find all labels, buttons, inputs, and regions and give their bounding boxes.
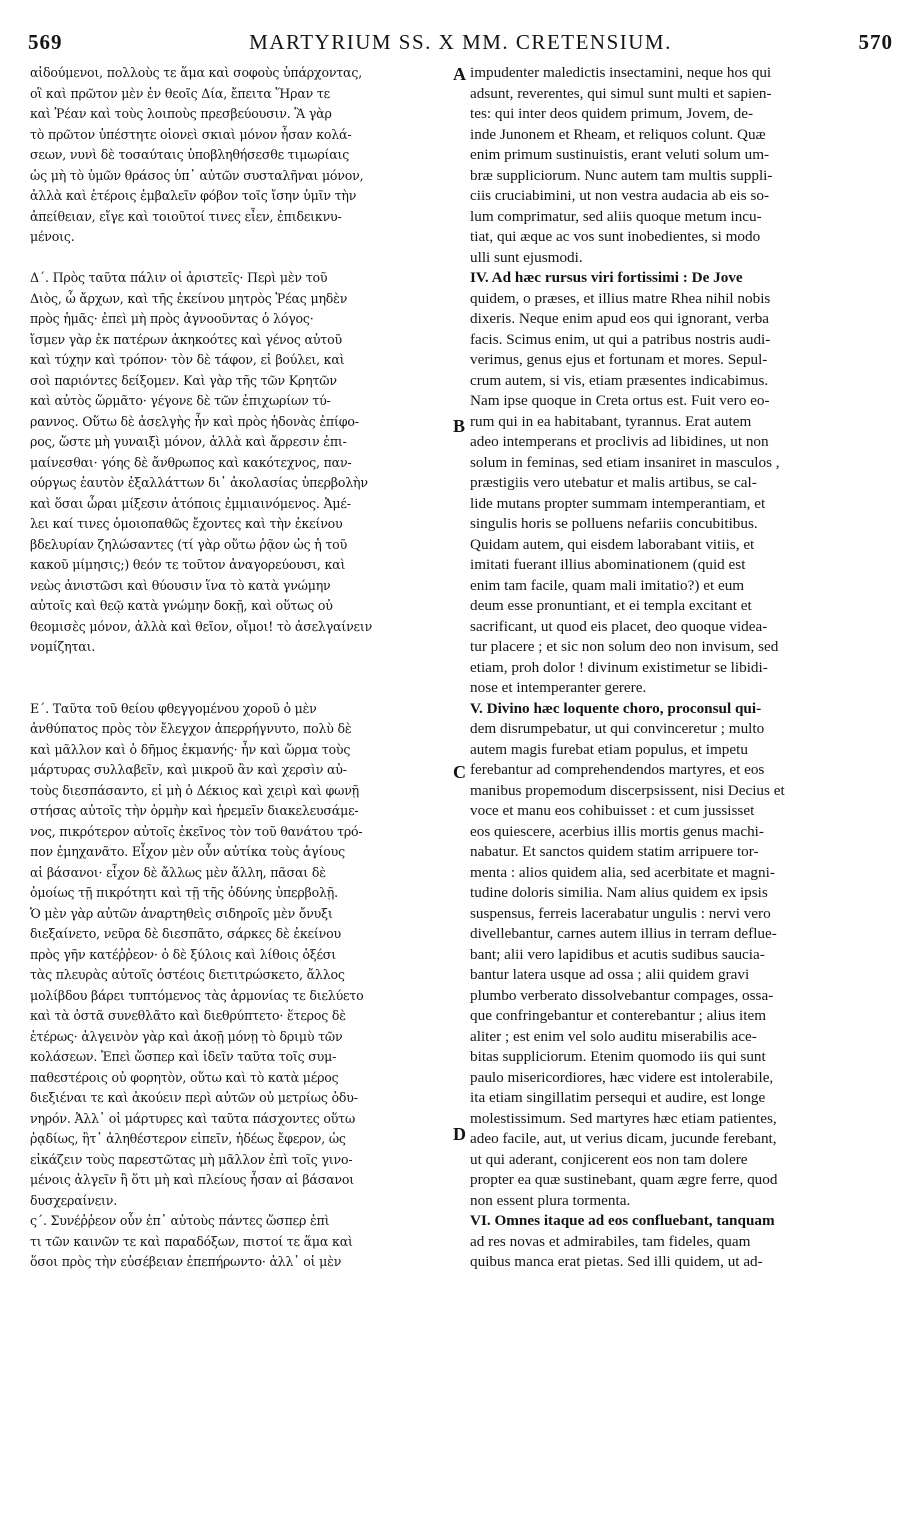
latin-text-line: paulo misericordiores, hæc videre est intolerabile,	[470, 1068, 774, 1086]
latin-text-line: imitati fuerant illius abominationem (quid est	[470, 556, 746, 573]
blank-line	[30, 678, 446, 699]
greek-text-line: ραννος. Οὕτω δὲ ἀσελγὴς ἦν καὶ πρὸς ἡδονὰς ἐπίφο-	[30, 413, 359, 429]
latin-text-line: autem magis furebat etiam populus, et impetu	[470, 740, 748, 758]
latin-text-line: ad res novas et admirabiles, tam fideles, quam	[470, 1232, 751, 1250]
greek-text-line: αἰδούμενοι, πολλοὺς τε ἅμα καὶ σοφοὺς ὑπάρχοντας,	[30, 65, 363, 80]
greek-text-line: τὰς πλευρὰς αὐτοῖς ὀστέοις διετιτρώσκετο, ἄλλος	[30, 967, 345, 982]
latin-text-line: dem disrumpebatur, ut qui convinceretur ; multo	[470, 720, 765, 737]
greek-text-line: στήσας αὐτοῖς τὴν ὁρμὴν καὶ ἠρεμεῖν διακελευσάμε-	[30, 803, 359, 818]
greek-text-line: κολάσεων. Ἐπεὶ ὥσπερ καὶ ἰδεῖν ταῦτα τοῖς συμ-	[30, 1049, 337, 1064]
greek-text-line: διεξαίνετο, νεῦρα δὲ διεσπᾶτο, σάρκες δὲ ἐκείνου	[30, 926, 341, 941]
latin-text-line: Quidam autem, qui eisdem laborabant vitiis, et	[470, 535, 755, 553]
latin-text-line: manibus propemodum discerpsissent, nisi Decius et	[470, 781, 785, 799]
greek-text-line: καὶ Ῥέαν καὶ τοὺς λοιποὺς πρεσβεύουσιν. Ἃ γὰρ	[30, 106, 332, 121]
greek-text-line: Ὁ μὲν γὰρ αὐτῶν ἀναρτηθεὶς σιδηροῖς μὲν ὄνυξι	[30, 905, 333, 921]
greek-text-line: νομίζηται.	[30, 639, 96, 654]
latin-text-line: molestissimum. Sed martyres hæc etiam patientes,	[470, 1109, 777, 1127]
greek-text-line: ὁμοίως τῇ πικρότητι καὶ τῇ τῆς ὀδύνης ὑπερβολῇ.	[30, 885, 338, 900]
latin-text-line: tes: qui inter deos quidem primum, Jovem, de-	[470, 105, 754, 122]
greek-text-line: κακοῦ μίμησις;) θεόν τε τοῦτον ἀναγορεύουσι, καὶ	[30, 557, 346, 572]
greek-text-line: οἳ καὶ πρῶτον μὲν ἐν θεοῖς Δία, ἔπειτα Ἥραν τε	[30, 85, 330, 101]
greek-text-line: λει καί τινες ὁμοιοπαθῶς ἔχοντες καὶ τὴν ἐκείνου	[30, 516, 343, 531]
latin-text-line: enim primum sustinuistis, erant veluti solum um-	[470, 146, 770, 163]
running-title: MARTYRIUM SS. X MM. CRETENSIUM.	[249, 30, 672, 54]
greek-text-line: τι τῶν καινῶν τε καὶ παραδόξων, πιστοί τε ἅμα καὶ	[30, 1233, 353, 1249]
greek-text-line: πρὸς γῆν κατέῤῥεον· ὁ δὲ ξύλοις καὶ λίθοις ὀξέσι	[30, 946, 336, 962]
latin-text-line: IV. Ad hæc rursus viri fortissimi : De Jove	[470, 269, 743, 286]
greek-text-line: παθεστέροις οὐ φορητὸν, οὕτω καὶ τὸ κατὰ μέρος	[30, 1069, 339, 1085]
latin-text-line: bantur latera usque ad ossa ; alii quidem gravi	[470, 966, 750, 983]
latin-text-line: que confringebantur et conterebantur ; alius item	[470, 1007, 767, 1024]
greek-text-line: ὅσοι πρὸς τὴν εὐσέβειαν ἐπεπήρωντο· ἀλλ᾽ οἱ μὲν	[30, 1254, 342, 1269]
greek-text-line: θεομισὲς μόνον, ἀλλὰ καὶ θεῖον, οἴμοι! τὸ ἀσελγαίνειν	[30, 618, 373, 634]
latin-text-line: menta : alios quidem alia, sed acerbitate et magni-	[470, 863, 775, 881]
greek-text-line: καὶ μᾶλλον καὶ ὁ δῆμος ἐκμανής· ἦν καὶ ὥρμα τοὺς	[30, 741, 351, 757]
latin-text-line: rum qui in ea habitabant, tyrannus. Erat autem	[470, 412, 752, 430]
latin-text-line: adeo intemperans et proclivis ad libidines, ut non	[470, 433, 769, 450]
greek-text-line: καὶ τύχην καὶ τρόπον· τὸν δὲ τάφον, εἰ βούλει, καὶ	[30, 352, 345, 367]
blank-line	[30, 248, 446, 269]
latin-text-line: eos quiescere, acerbius illis mortis genus machi-	[470, 822, 764, 840]
latin-text-line: divellebantur, carnes autem illius in terram deflue-	[470, 925, 777, 942]
margin-letter-b: B	[453, 416, 466, 436]
latin-text-line: lide mutans propter summam intemperantiam, et	[470, 494, 766, 512]
latin-text-line: inde Junonem et Rheam, et reliquos colunt. Quæ	[470, 125, 766, 143]
greek-text-line: ούργως ἑαυτὸν ἐξαλλάττων δι᾽ ἀκολασίας ὑπερβολὴν	[30, 475, 368, 490]
latin-text-line: bant; alii vero lapidibus et acutis sudibus saucia-	[470, 945, 765, 963]
greek-text-line: μάρτυρας συλλαβεῖν, καὶ μικροῦ ἂν καὶ χερσὶν αὐ-	[30, 762, 347, 777]
latin-text-line: Nam ipse quoque in Creta ortus est. Fuit vero eo-	[470, 392, 770, 409]
greek-text-line: μένοις ἀλγεῖν ἢ ὅτι μὴ καὶ πλείους ἦσαν αἱ βάσανοι	[30, 1172, 354, 1187]
greek-text-line: ἀπείθειαν, εἴγε καὶ τοιοῦτοί τινες εἶεν, ἐπιδεικνυ-	[30, 208, 342, 224]
greek-text-line: αὐτοῖς καὶ θεῷ κατὰ γνώμην δοκῇ, καὶ οὕτως οὐ	[30, 598, 333, 613]
latin-text-line: quidem, o præses, et illius matre Rhea nihil nobis	[470, 289, 771, 307]
latin-text-line: aliter ; est enim vel solo auditu miserabilis ace-	[470, 1027, 757, 1045]
greek-text-line: ἑτέρως· ἀλγεινὸν γὰρ καὶ ἀκοῇ μόνῃ τὸ δριμὺ τῶν	[30, 1028, 343, 1044]
greek-column	[30, 63, 446, 1273]
latin-text-line: tur placere ; et sic non solum deo non invisum, sed	[470, 638, 779, 655]
latin-text-line: nose et intemperanter gerere.	[470, 679, 647, 696]
latin-text-line: dixeris. Neque enim apud eos qui ignorant, verba	[470, 310, 770, 327]
latin-text-line: ferebantur ad comprehendendos martyres, et eos	[470, 761, 765, 778]
latin-text-line: tiat, qui æque ac vos sunt inobedientes, si modo	[470, 228, 761, 245]
greek-text-line: ρος, ὥστε μὴ γυναιξὶ μόνον, ἀλλὰ καὶ ἄρρεσιν ἐπι-	[30, 434, 347, 449]
page-number-left: 569	[28, 30, 63, 54]
margin-letter-c: C	[453, 762, 466, 782]
latin-text-line: singulis horis se polluens nefariis concubitibus.	[470, 515, 758, 532]
greek-text-line: Διὸς, ὦ ἄρχων, καὶ τῆς ἐκείνου μητρὸς Ῥέας μηδὲν	[30, 290, 348, 306]
margin-letter-d: D	[453, 1124, 466, 1144]
latin-text-line: verimus, genus ejus et fortunam et mores. Sepul-	[470, 351, 768, 368]
greek-text-line: ἴσμεν γὰρ ἐκ πατέρων ἀκηκοότες καὶ γένος αὐτοῦ	[30, 331, 342, 347]
latin-column	[470, 63, 886, 1273]
latin-text-line: nabatur. Et sanctos quidem statim arripuere tor-	[470, 843, 759, 860]
page-number-right: 570	[858, 30, 893, 54]
latin-text-line: tudine doloris similia. Nam alius quidem ex ipsis	[470, 884, 768, 901]
greek-text-line: νηρόν. Ἀλλ᾽ οἱ μάρτυρες καὶ ταῦτα πάσχοντες οὕτω	[30, 1110, 356, 1126]
margin-letter-a: A	[453, 64, 466, 84]
greek-text-line: νεὼς ἀνιστῶσι καὶ θύουσιν ἵνα τὸ κατὰ γνώμην	[30, 577, 331, 593]
greek-text-line: ἀλλὰ καὶ ἑτέροις ἐμβαλεῖν φόβον τοῖς ἴσην ὑμῖν τὴν	[30, 188, 357, 203]
latin-text-line: V. Divino hæc loquente choro, proconsul qui-	[470, 699, 762, 717]
greek-text-line: μαίνεσθαι· γόης δὲ ἄνθρωπος καὶ κακότεχνος, παν-	[30, 454, 352, 470]
latin-text-line: suspensus, ferreis lacerabatur ungulis : nervi vero	[470, 904, 771, 922]
greek-text-line: καὶ ὅσαι ὧραι μίξεσιν ἀτόποις ἐμμιαινόμενος. Ἀμέ-	[30, 495, 351, 511]
greek-text-line: δυσχεραίνειν.	[30, 1192, 118, 1208]
latin-text-line: adeo facile, aut, ut verius dicam, jucunde ferebant,	[470, 1130, 777, 1147]
greek-text-line: τὸ πρῶτον ὑπέστητε οἱονεὶ σκιαὶ μόνον ἦσαν κολά-	[30, 126, 352, 142]
latin-text-line: ulli sunt ejusmodi.	[470, 248, 583, 266]
greek-text-line: καὶ τὰ ὀστᾶ συνεθλᾶτο καὶ διεθρύπτετο· ἕτερος δὲ	[30, 1008, 346, 1023]
latin-text-line: solum in feminas, sed etiam insaniret in masculos ,	[470, 453, 780, 471]
greek-text-line: σοὶ παριόντες δείξομεν. Καὶ γὰρ τῆς τῶν Κρητῶν	[30, 372, 337, 388]
greek-text-line: εἰκάζειν τοὺς παρεστῶτας μὴ μᾶλλον ἐπὶ τοῖς γινο-	[30, 1151, 353, 1167]
latin-text-line: bræ suppliciorum. Nunc autem tam multis suppli-	[470, 166, 773, 184]
greek-text-line: τοὺς διεσπάσαντο, εἰ μὴ ὁ Δέκιος καὶ χειρὶ καὶ φωνῇ	[30, 782, 360, 798]
latin-text-line: bitas suppliciorum. Etenim quomodo iis qui sunt	[470, 1048, 766, 1065]
greek-text-line: μένοις.	[30, 229, 75, 244]
latin-text-line: adsunt, reverentes, qui simul sunt multi et sapien-	[470, 84, 772, 102]
latin-text-line: ita etiam singillatim persequi et audire, est longe	[470, 1089, 766, 1106]
latin-text-line: quibus manca erat pietas. Sed illi quidem, ut ad-	[470, 1253, 763, 1270]
greek-text-line: Δ΄. Πρὸς ταῦτα πάλιν οἱ ἀριστεῖς· Περὶ μὲν τοῦ	[30, 270, 328, 285]
latin-text-line: facis. Scimus enim, ut qui a patribus nostris audi-	[470, 330, 771, 348]
greek-text-line: σεων, νυνὶ δὲ τοσαύταις ὑποβληθήσεσθε τιμωρίαις	[30, 147, 350, 162]
greek-text-line: ἀνθύπατος πρὸς τὸν ἔλεγχον ἀπερρήγνυτο, πολὺ δὲ	[30, 721, 352, 736]
greek-text-line: αἱ βάσανοι· εἶχον δὲ ἄλλως μὲν ἄλλη, πᾶσαι δὲ	[30, 864, 326, 880]
greek-text-line: ὡς μὴ τὸ ὑμῶν θράσος ὑπ᾽ αὐτῶν συσταλῆναι μόνον,	[30, 167, 364, 183]
latin-text-line: plumbo verberato dissolvebantur compages, ossa-	[470, 986, 774, 1004]
blank-line	[30, 658, 446, 679]
running-header	[28, 30, 893, 60]
latin-text-line: etiam, proh dolor ! divinum existimetur se libidi-	[470, 658, 768, 676]
latin-text-line: ut qui aderant, conjicerent eos non tam dolere	[470, 1150, 748, 1168]
greek-text-line: νος, πικρότερον αὐτοῖς ἐκεῖνος τὸν τοῦ θανάτου τρό-	[30, 823, 363, 839]
greek-text-line: πρὸς ἡμᾶς· ἐπεὶ μὴ πρὸς ἀγνοοῦντας ὁ λόγος·	[30, 311, 314, 326]
latin-text-line: voce et manu eos cohibuisset : et cum jussisset	[470, 802, 755, 819]
greek-text-line: ῥᾳδίως, ἢτ᾽ ἀληθέστερον εἰπεῖν, ἡδέως ἔφερον, ὡς	[30, 1131, 346, 1146]
latin-text-line: propter ea quæ sustinebant, quam ægre ferre, quod	[470, 1171, 778, 1188]
greek-text-line: Ε΄. Ταῦτα τοῦ θείου φθεγγομένου χοροῦ ὁ μὲν	[30, 700, 317, 716]
latin-text-line: sacrificant, ut quod eis placet, deo quoque videa-	[470, 617, 768, 635]
latin-text-line: non essent plura tormenta.	[470, 1191, 631, 1209]
latin-text-line: enim tam facile, quam mali imitatio?) et eum	[470, 576, 745, 594]
greek-text-line: βδελυρίαν ζηλώσαντες (τί γὰρ οὕτω ῥᾷον ὡς ἡ τοῦ	[30, 536, 348, 552]
latin-text-line: ciis cruciabimini, ut non vestra audacia ab eis so-	[470, 187, 770, 204]
greek-text-line: διεξιέναι τε καὶ ἀκούειν περὶ αὐτῶν οὐ μετρίως ὀδυ-	[30, 1090, 358, 1105]
latin-text-line: impudenter maledictis insectamini, neque hos qui	[470, 64, 772, 81]
latin-text-line: crum autem, si vis, etiam præsentes indicabimus.	[470, 371, 769, 389]
greek-text-line: πον ἐμηχανᾶτο. Εἶχον μὲν οὖν αὐτίκα τοὺς ἁγίους	[30, 844, 345, 859]
latin-text-line: deum esse pronuntiant, et ei templa excitant et	[470, 597, 752, 614]
greek-text-line: μολίβδου βάρει τυπτόμενος τὰς ἁρμονίας τε διελύετο	[30, 987, 364, 1003]
latin-text-line: lum comprimatur, sed aliis quoque metum incu-	[470, 207, 762, 225]
greek-text-line: ς΄. Συνέῤῥεον οὖν ἐπ᾽ αὐτοὺς πάντες ὥσπερ ἐπὶ	[30, 1213, 330, 1228]
latin-text-line: VI. Omnes itaque ad eos confluebant, tanquam	[470, 1212, 775, 1229]
greek-text-line: καὶ αὐτὸς ὥρμᾶτο· γέγονε δὲ τῶν ἐπιχωρίων τύ-	[30, 393, 331, 408]
latin-text-line: præstigiis vero utebatur et malis artibus, se cal-	[470, 474, 757, 491]
